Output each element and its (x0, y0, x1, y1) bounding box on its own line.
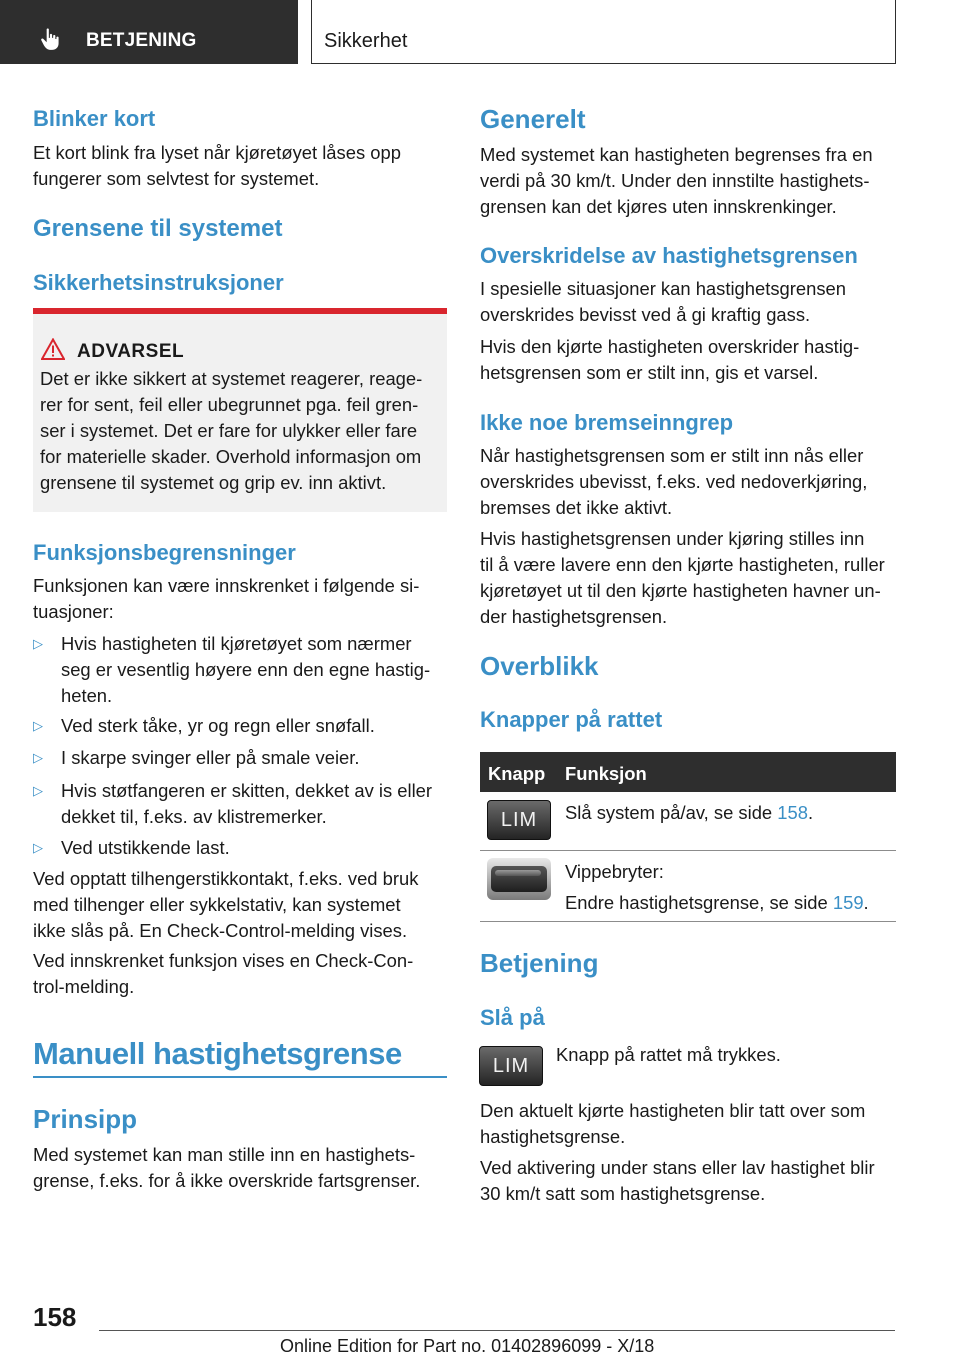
text-line: overskrides bevisst ved å gi kraftig gass. (480, 304, 811, 325)
header-section-title: BETJENING (86, 30, 197, 51)
text-line: for materielle skader. Overhold informasjon om (40, 446, 422, 467)
bullet-marker-icon: ▷ (33, 750, 43, 765)
table-divider (480, 921, 896, 922)
text-line: Ved innskrenket funksjon vises en Check-Con- (33, 950, 414, 971)
table-col-funksjon: Funksjon (565, 763, 647, 784)
text-line: med tilhenger eller sykkelstativ, kan systemet (33, 894, 401, 915)
heading-generelt: Generelt (480, 104, 586, 134)
paragraph-sla: Knapp på rattet må trykkes. (556, 1044, 781, 1065)
table-divider (480, 850, 896, 851)
page-link-159[interactable]: 159 (832, 892, 864, 913)
table-col-knapp: Knapp (488, 763, 546, 784)
heading-sla-pa: Slå på (480, 1005, 545, 1030)
text-punct: . (863, 892, 869, 913)
text-line: til å være lavere enn den kjørte hastigheten, ruller (480, 554, 885, 575)
text-line: Et kort blink fra lyset når kjøretøyet låses opp (33, 142, 401, 163)
heading-ikke-bremseinngrep: Ikke noe bremseinngrep (480, 410, 734, 435)
footer-edition: Online Edition for Part no. 01402896099 - X/18 (280, 1336, 655, 1356)
text-line: der hastighetsgrensen. (480, 606, 668, 627)
heading-overskridelse: Overskridelse av hastighetsgrensen (480, 243, 858, 268)
text-line: grensene til systemet og grip ev. inn aktivt. (40, 472, 387, 493)
page-link-158[interactable]: 158 (777, 802, 808, 823)
heading-sikkerhetsinstruksjoner: Sikkerhetsinstruksjoner (33, 270, 284, 295)
text-punct: . (807, 802, 814, 823)
text-line: Hvis hastigheten til kjøretøyet som nærmer (61, 633, 412, 654)
table-cell-text: Endre hastighetsgrense, se side (565, 892, 833, 913)
text-line: hastighetsgrense. (480, 1126, 626, 1147)
text-line: Hvis hastighetsgrensen under kjøring stilles inn (480, 528, 865, 549)
paragraph-generelt (480, 142, 873, 220)
paragraph-prinsipp (33, 1142, 420, 1194)
paragraph-aktivering (480, 1155, 875, 1207)
heading-blinker-kort: Blinker kort (33, 106, 156, 131)
text-line: dekket til, f.eks. av klistremerker. (61, 806, 327, 827)
heading-funksjonsbegrensninger: Funksjonsbegrensninger (33, 540, 296, 565)
warning-triangle-icon (41, 338, 65, 360)
text-line: ser i systemet. Det er fare for ulykker eller fare (40, 420, 418, 441)
header-chapter-title: Sikkerhet (324, 30, 408, 52)
page-number: 158 (33, 1302, 77, 1332)
paragraph-opptatt (33, 866, 418, 944)
paragraph-blinker (33, 140, 401, 192)
hand-pointer-icon (38, 26, 64, 52)
text-line: ikke slås på. En Check-Control-melding vises. (33, 920, 408, 941)
text-line: overskrides ubevisst, f.eks. ved nedoverkjøring, (480, 471, 868, 492)
heading-overblikk: Overblikk (480, 651, 599, 681)
paragraph-funksjon (33, 573, 419, 625)
text-line: tuasjoner: (33, 601, 114, 622)
text-line: rer for sent, feil eller ubegrunnet pga. feil gren- (40, 394, 419, 415)
text-line: heten. (61, 685, 113, 706)
heading-betjening: Betjening (480, 948, 599, 978)
text-line: 30 km/t satt som hastighetsgrense. (480, 1183, 766, 1204)
heading-prinsipp: Prinsipp (33, 1104, 138, 1134)
table-cell-text: Vippebryter: (565, 861, 664, 882)
text-line: Funksjonen kan være innskrenket i følgende si- (33, 575, 420, 596)
text-line: Med systemet kan hastigheten begrenses fra en (480, 144, 873, 165)
text-line: bremses det ikke aktivt. (480, 497, 673, 518)
paragraph-ikke-1 (480, 443, 867, 521)
text-line: Med systemet kan man stille inn en hastighets- (33, 1144, 416, 1165)
text-line: Hvis den kjørte hastigheten overskrider hastig- (480, 336, 860, 357)
text-line: Ved aktivering under stans eller lav hastighet blir (480, 1157, 875, 1178)
paragraph-overskridelse-1 (480, 276, 846, 328)
text-line: I skarpe svinger eller på smale veier. (61, 747, 360, 768)
paragraph-aktuelt (480, 1098, 865, 1150)
heading-grensene: Grensene til systemet (33, 215, 283, 242)
table-header (480, 752, 896, 792)
paragraph-ikke-2 (480, 526, 885, 630)
warning-title: ADVARSEL (77, 341, 185, 362)
text-line: grense, f.eks. for å ikke overskride fartsgrenser. (33, 1170, 421, 1191)
paragraph-overskridelse-2 (480, 334, 859, 386)
text-line: trol-melding. (33, 976, 135, 997)
table-cell-text: Slå system på/av, se side (565, 802, 778, 823)
text-line: Ved utstikkende last. (61, 837, 230, 858)
text-line: kjøretøyet ut til den kjørte hastigheten havner un- (480, 580, 881, 601)
text-line: hetsgrensen som er stilt inn, gis et varsel. (480, 362, 819, 383)
text-line: Ved opptatt tilhengerstikkontakt, f.eks. ved bruk (33, 868, 419, 889)
lim-button-icon: LIM (479, 1046, 543, 1086)
bullet-marker-icon: ▷ (33, 783, 43, 798)
text-line: Hvis støtfangeren er skitten, dekket av is eller (61, 780, 433, 801)
footer-rule (99, 1330, 895, 1331)
text-line: seg er vesentlig høyere enn den egne hastig- (61, 659, 431, 680)
text-line: Når hastighetsgrensen som er stilt inn nås eller (480, 445, 864, 466)
bullet-marker-icon: ▷ (33, 840, 43, 855)
heading-manuell-hastighetsgrense: Manuell hastighetsgrense (33, 1036, 402, 1071)
rocker-switch-icon (487, 858, 551, 900)
paragraph-innskrenket (33, 948, 413, 1000)
warning-box (33, 308, 447, 512)
heading-knapper-pa-rattet: Knapper på rattet (480, 707, 663, 732)
bullet-marker-icon: ▷ (33, 718, 43, 733)
text-line: verdi på 30 km/t. Under den innstilte hastighets- (480, 170, 870, 191)
text-line: Ved sterk tåke, yr og regn eller snøfall. (61, 715, 375, 736)
warning-text (40, 366, 440, 496)
bullet-marker-icon: ▷ (33, 636, 43, 651)
heading-underline (33, 1076, 447, 1078)
text-line: I spesielle situasjoner kan hastighetsgrensen (480, 278, 846, 299)
table-row (565, 800, 813, 826)
table-row (565, 859, 869, 916)
text-line: grensen kan det kjøres uten innskrenkinger. (480, 196, 837, 217)
text-line: Det er ikke sikkert at systemet reagerer, reage- (40, 368, 423, 389)
lim-button-icon: LIM (487, 800, 551, 840)
text-line: Den aktuelt kjørte hastigheten blir tatt over som (480, 1100, 866, 1121)
text-line: fungerer som selvtest for systemet. (33, 168, 320, 189)
